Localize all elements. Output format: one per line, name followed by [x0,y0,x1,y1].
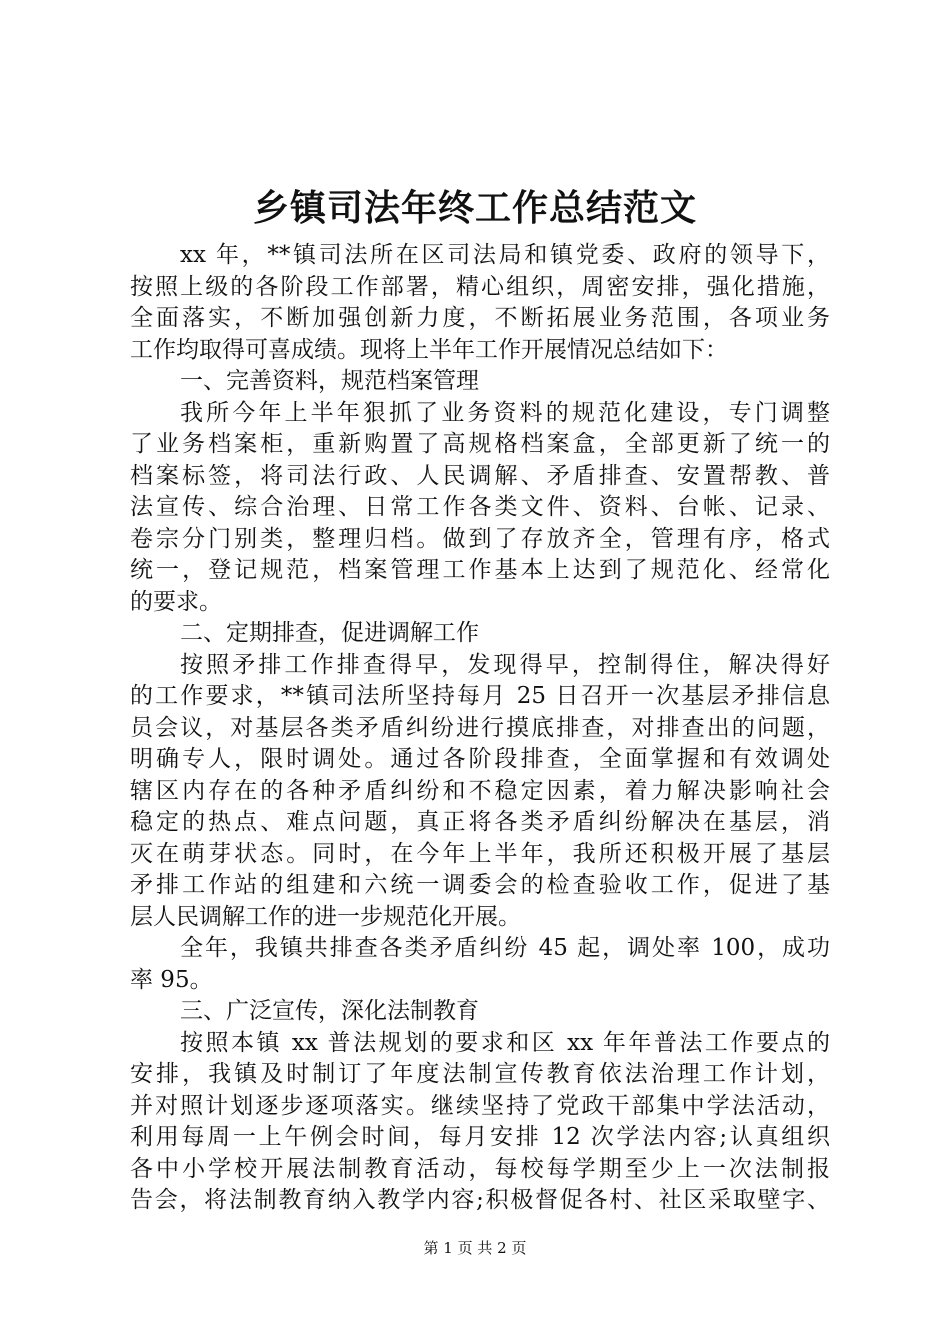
text-line: 员会议，对基层各类矛盾纠纷进行摸底排查，对排查出的问题， [130,714,830,741]
text-line: 稳定的热点、难点问题，真正将各类矛盾纠纷解决在基层，消 [130,809,830,835]
section-heading: 一、完善资料，规范档案管理 [180,368,479,394]
text-line: 按照矛排工作排查得早，发现得早，控制得住，解决得好 [180,651,830,678]
document-title: 乡镇司法年终工作总结范文 [252,187,697,229]
text-line: 全面落实，不断加强创新力度，不断拓展业务范围，各项业务 [130,305,830,331]
text-line: 安排，我镇及时制订了年度法制宣传教育依法治理工作计划， [130,1061,830,1087]
text-line: 利用每周一上午例会时间，每月安排 12 次学法内容;认真组织 [130,1124,830,1150]
text-line: 层人民调解工作的进一步规范化开展。 [130,903,521,930]
text-line: xx 年，**镇司法所在区司法局和镇党委、政府的领导下， [180,242,830,268]
text-line: 工作均取得可喜成绩。现将上半年工作开展情况总结如下： [130,336,728,363]
text-line: 全年，我镇共排查各类矛盾纠纷 45 起，调处率 100，成功 [180,935,830,961]
page-indicator: 第 1 页 共 2 页 [423,1239,527,1257]
text-line: 档案标签，将司法行政、人民调解、矛盾排查、安置帮教、普 [130,462,830,489]
text-line: 法宣传、综合治理、日常工作各类文件、资料、台帐、记录、 [130,494,830,520]
text-line: 统一，登记规范，档案管理工作基本上达到了规范化、经常化 [130,557,830,583]
text-line: 灭在萌芽状态。同时，在今年上半年，我所还积极开展了基层 [130,840,830,867]
text-line: 的要求。 [130,588,222,615]
text-line: 告会，将法制教育纳入教学内容;积极督促各村、社区采取壁字、 [130,1187,830,1213]
section-heading: 二、定期排查，促进调解工作 [180,620,479,646]
document-body [130,240,830,1217]
text-line: 明确专人，限时调处。通过各阶段排查，全面掌握和有效调处 [130,746,830,772]
text-line: 各中小学校开展法制教育活动，每校每学期至少上一次法制报 [130,1155,830,1182]
text-line: 了业务档案柜，重新购置了高规格档案盒，全部更新了统一的 [130,431,830,457]
text-line: 的工作要求，**镇司法所坚持每月 25 日召开一次基层矛排信息 [130,683,830,709]
text-line: 辖区内存在的各种矛盾纠纷和不稳定因素，着力解决影响社会 [130,777,830,804]
text-line: 矛排工作站的组建和六统一调委会的检查验收工作，促进了基 [130,872,830,898]
text-line: 卷宗分门别类，整理归档。做到了存放齐全，管理有序，格式 [130,525,830,552]
text-line: 我所今年上半年狠抓了业务资料的规范化建设，专门调整 [180,399,830,426]
text-line: 并对照计划逐步逐项落实。继续坚持了党政干部集中学法活动， [130,1092,830,1119]
section-heading: 三、广泛宣传，深化法制教育 [180,998,479,1024]
text-line: 率 95。 [130,966,213,993]
text-line: 按照本镇 xx 普法规划的要求和区 xx 年年普法工作要点的 [180,1029,830,1056]
text-line: 按照上级的各阶段工作部署，精心组织，周密安排，强化措施， [130,273,830,300]
